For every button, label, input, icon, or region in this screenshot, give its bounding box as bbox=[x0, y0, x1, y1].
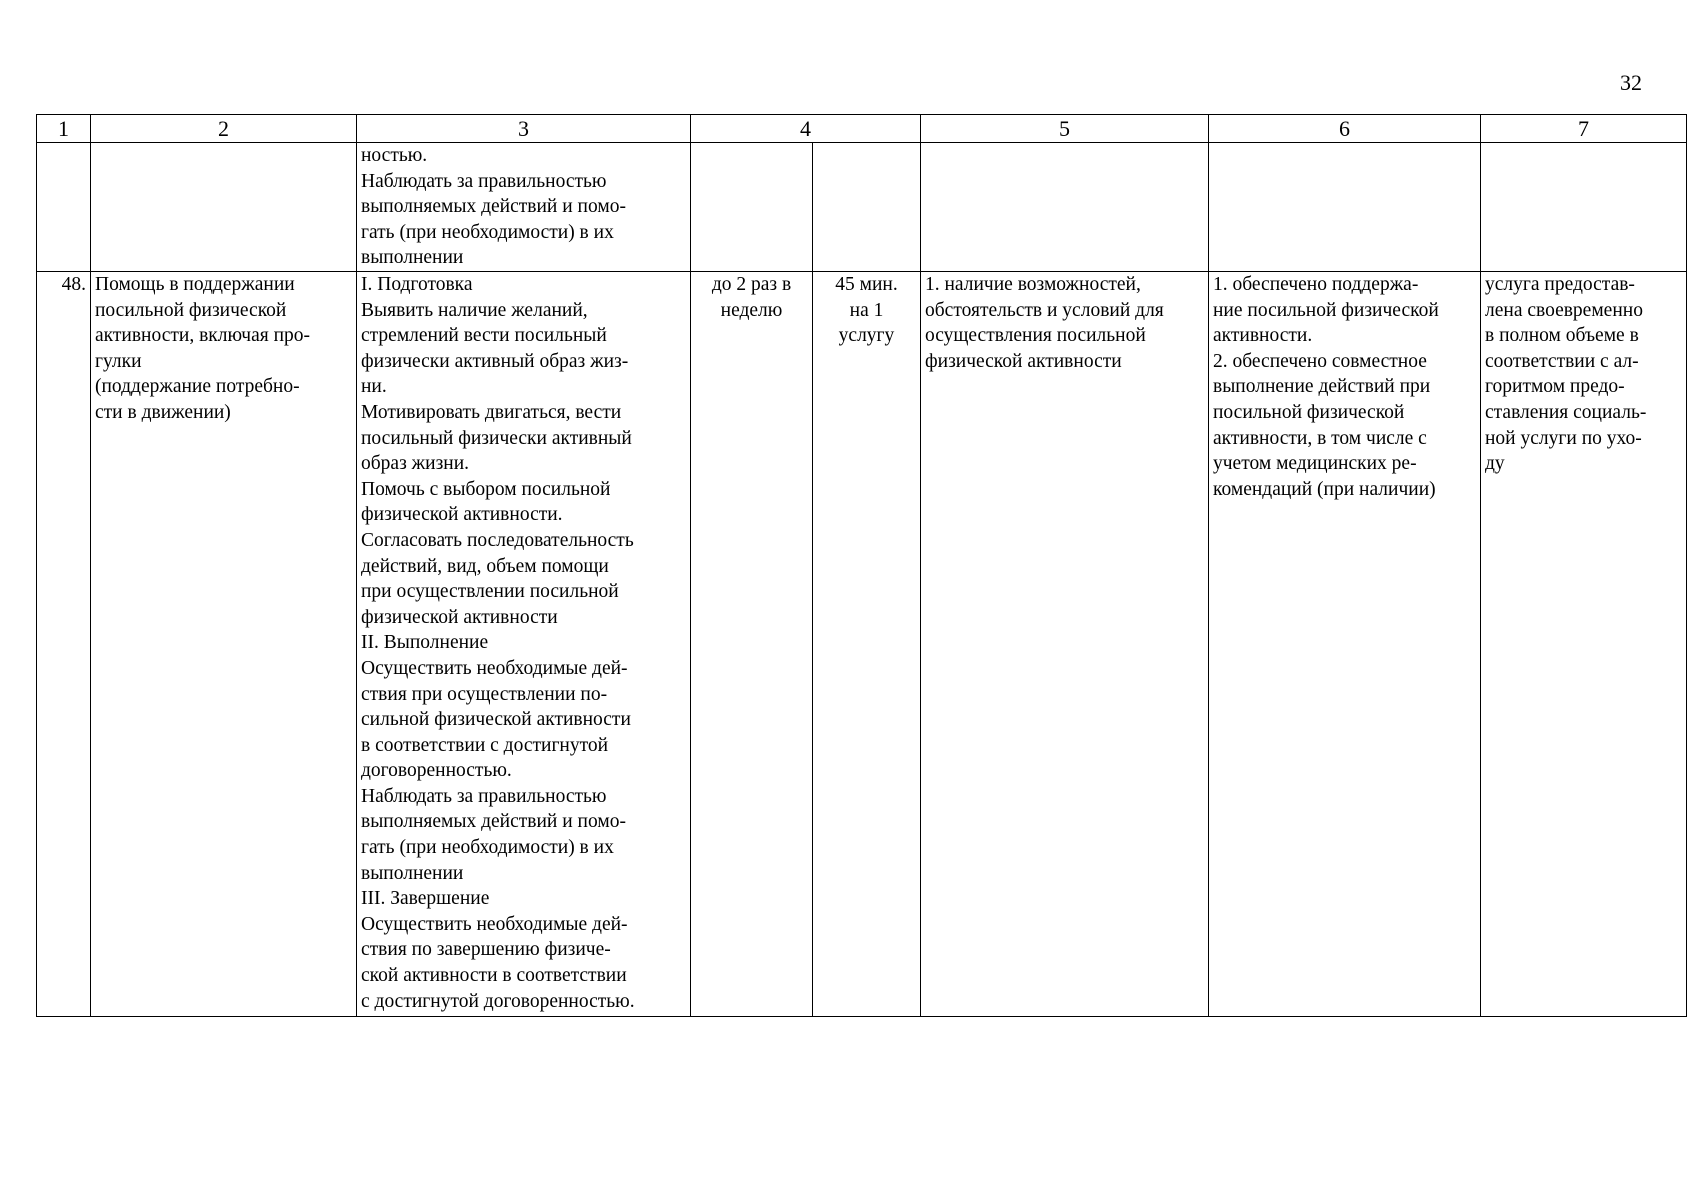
text-line: III. Завершение bbox=[361, 888, 490, 910]
text-line: учетом медицинских ре- bbox=[1213, 453, 1417, 475]
text-line: выполнении bbox=[361, 862, 464, 884]
cont-cell-4b bbox=[813, 143, 921, 272]
frequency-cell bbox=[691, 272, 813, 1017]
cont-cell-5 bbox=[921, 143, 1209, 272]
duration-cell bbox=[813, 272, 921, 1017]
header-col-1: 1 bbox=[37, 115, 91, 143]
text-line: 2. обеспечено совместное bbox=[1213, 350, 1427, 372]
text-line: активности. bbox=[1213, 325, 1313, 347]
text-line: сильной физической активности bbox=[361, 709, 631, 731]
text-line: ской активности в соответствии bbox=[361, 965, 627, 987]
text-line: горитмом предо- bbox=[1485, 376, 1625, 398]
text-line: 1. наличие возможностей, bbox=[925, 274, 1141, 295]
text-line: выполнение действий при bbox=[1213, 376, 1431, 398]
text-line: в полном объеме в bbox=[1485, 325, 1639, 347]
text-line: выполняемых действий и помо- bbox=[361, 811, 626, 833]
text-line: сти в движении) bbox=[95, 401, 231, 423]
text-line: посильной физической bbox=[1213, 401, 1405, 423]
conditions-cell bbox=[921, 272, 1209, 1017]
text-line: комендаций (при наличии) bbox=[1213, 478, 1436, 500]
header-col-2: 2 bbox=[91, 115, 357, 143]
text-line: Выявить наличие желаний, bbox=[361, 299, 588, 321]
text-line: гать (при необходимости) в их bbox=[361, 837, 614, 859]
header-col-7: 7 bbox=[1481, 115, 1687, 143]
text-line: соответствии с ал- bbox=[1485, 350, 1639, 372]
text-line: до 2 раз в bbox=[711, 274, 792, 295]
text-line: I. Подготовка bbox=[361, 274, 473, 295]
text-line: Помочь с выбором посильной bbox=[361, 478, 611, 500]
cont-cell-6 bbox=[1209, 143, 1481, 272]
text-line: гулки bbox=[95, 350, 142, 372]
text-line: ду bbox=[1485, 453, 1505, 475]
text-line: в соответствии с достигнутой bbox=[361, 734, 609, 756]
header-col-6: 6 bbox=[1209, 115, 1481, 143]
text-line: физической активности. bbox=[361, 504, 563, 526]
header-col-5: 5 bbox=[921, 115, 1209, 143]
service-steps-cell bbox=[357, 272, 691, 1017]
text-line: физической активности bbox=[361, 606, 558, 628]
text-line: II. Выполнение bbox=[361, 632, 489, 654]
text-line: физической активности bbox=[925, 350, 1122, 372]
text-line: ствия при осуществлении по- bbox=[361, 683, 608, 705]
text-line: 45 мин. bbox=[835, 274, 898, 295]
cont-cell-4a bbox=[691, 143, 813, 272]
text-line: Осуществить необходимые дей- bbox=[361, 657, 628, 679]
text-line: лена своевременно bbox=[1485, 299, 1643, 321]
text-line: посильной физической bbox=[95, 299, 287, 321]
text-line: выполняемых действий и помо- bbox=[361, 196, 626, 218]
text-line: гать (при необходимости) в их bbox=[361, 221, 614, 243]
cont-cell-3 bbox=[357, 143, 691, 272]
text-line: Наблюдать за правильностью bbox=[361, 785, 607, 807]
text-line: Согласовать последовательность bbox=[361, 529, 634, 551]
text-line: Помощь в поддержании bbox=[95, 274, 295, 295]
text-line: ни. bbox=[361, 376, 387, 398]
text-line: активности, в том числе с bbox=[1213, 427, 1427, 449]
text-line: 1. обеспечено поддержа- bbox=[1213, 274, 1419, 295]
text-line: стремлений вести посильный bbox=[361, 325, 607, 347]
text-line: услугу bbox=[838, 325, 895, 347]
text-line: осуществления посильной bbox=[925, 325, 1146, 347]
text-line: активности, включая про- bbox=[95, 325, 311, 347]
text-line: ствия по завершению физиче- bbox=[361, 939, 611, 961]
text-line: услуга предостав- bbox=[1485, 274, 1635, 295]
text-line: Наблюдать за правильностью bbox=[361, 170, 607, 192]
text-line: ставления социаль- bbox=[1485, 401, 1647, 423]
text-line: (поддержание потребно- bbox=[95, 376, 300, 398]
text-line: посильный физически активный bbox=[361, 427, 632, 449]
text-line: ностью. bbox=[361, 145, 428, 166]
text-line: при осуществлении посильной bbox=[361, 581, 619, 603]
header-col-4: 4 bbox=[691, 115, 921, 143]
cont-cell-1 bbox=[37, 143, 91, 272]
table-row-48 bbox=[37, 272, 1687, 1017]
cont-cell-2 bbox=[91, 143, 357, 272]
text-line: с достигнутой договоренностью. bbox=[361, 990, 635, 1012]
quality-cell bbox=[1209, 272, 1481, 1017]
row-number: 48. bbox=[37, 272, 91, 1017]
header-row bbox=[37, 115, 1687, 143]
text-line: Осуществить необходимые дей- bbox=[361, 913, 628, 935]
text-line: обстоятельств и условий для bbox=[925, 299, 1164, 321]
cont-cell-7 bbox=[1481, 143, 1687, 272]
service-name-cell bbox=[91, 272, 357, 1017]
text-line: Мотивировать двигаться, вести bbox=[361, 401, 622, 423]
text-line: ной услуги по ухо- bbox=[1485, 427, 1642, 449]
text-line: образ жизни. bbox=[361, 453, 470, 475]
text-line: неделю bbox=[720, 299, 783, 321]
page-number: 32 bbox=[1620, 70, 1642, 95]
header-col-3: 3 bbox=[357, 115, 691, 143]
text-line: на 1 bbox=[849, 299, 884, 321]
continuation-row bbox=[37, 143, 1687, 272]
evaluation-cell bbox=[1481, 272, 1687, 1017]
text-line: ние посильной физической bbox=[1213, 299, 1439, 321]
text-line: договоренностью. bbox=[361, 760, 512, 782]
service-table bbox=[36, 114, 1687, 1017]
text-line: физически активный образ жиз- bbox=[361, 350, 629, 372]
text-line: действий, вид, объем помощи bbox=[361, 555, 609, 577]
text-line: выполнении bbox=[361, 247, 464, 269]
